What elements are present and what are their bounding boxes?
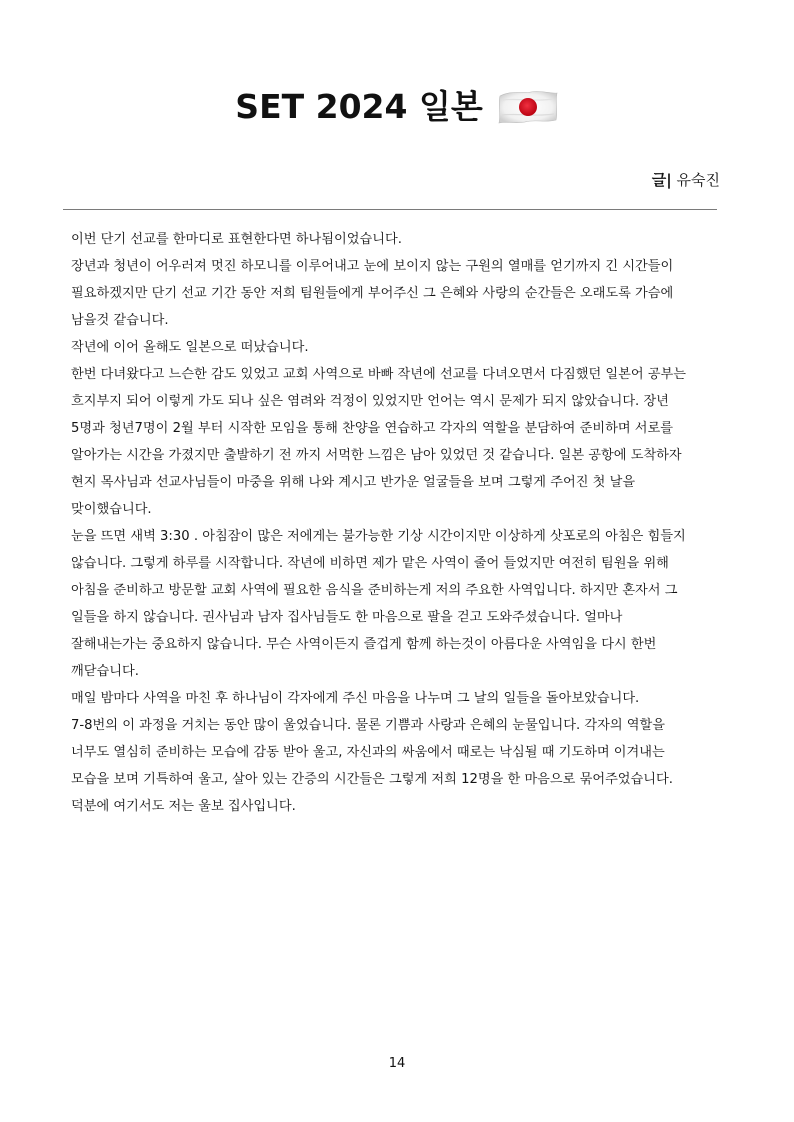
body-line: 필요하겠지만 단기 선교 기간 동안 저희 팀원들에게 부어주신 그 은혜와 사랑의 순간들은 오래도록 가슴에 bbox=[71, 286, 674, 301]
body-line: 알아가는 시간을 가졌지만 출발하기 전 까지 서먹한 느낌은 남아 있었던 것 같습니다. 일본 공항에 도착하자 bbox=[71, 448, 682, 463]
page-number: 14 bbox=[388, 1056, 406, 1071]
body-line: 아침을 준비하고 방문할 교회 사역에 필요한 음식을 준비하는게 저의 주요한 사역입니다. 하지만 혼자서 그 bbox=[71, 583, 678, 598]
body-line: 작년에 이어 올해도 일본으로 떠났습니다. bbox=[71, 340, 309, 355]
body-line: 현지 목사님과 선교사님들이 마중을 위해 나와 계시고 반가운 얼굴들을 보며 그렇게 주어진 첫 날을 bbox=[71, 475, 636, 490]
page-title: SET 2024 일본 bbox=[235, 87, 483, 126]
body-line: 5명과 청년7명이 2월 부터 시작한 모임을 통해 찬양을 연습하고 각자의 역할을 분담하여 준비하며 서로를 bbox=[71, 421, 673, 436]
body-line: 모습을 보며 기특하여 울고, 살아 있는 간증의 시간들은 그렇게 저희 12명을 한 마음으로 묶어주었습니다. bbox=[71, 772, 673, 787]
byline-label: 글| bbox=[651, 171, 672, 189]
article-body bbox=[71, 226, 731, 820]
title-row bbox=[0, 82, 794, 132]
body-line: 남을것 같습니다. bbox=[71, 313, 169, 328]
body-line: 흐지부지 되어 이렇게 가도 되나 싶은 염려와 걱정이 있었지만 언어는 역시 문제가 되지 않았습니다. 장년 bbox=[71, 394, 669, 409]
body-line: 맞이했습니다. bbox=[71, 502, 152, 517]
body-line: 덕분에 여기서도 저는 울보 집사입니다. bbox=[71, 799, 296, 814]
body-line: 일들을 하지 않습니다. 권사님과 남자 집사님들도 한 마음으로 팔을 걷고 도와주셨습니다. 얼마나 bbox=[71, 610, 623, 625]
body-line: 한번 다녀왔다고 느슨한 감도 있었고 교회 사역으로 바빠 작년에 선교를 다녀오면서 다짐했던 일본어 공부는 bbox=[71, 367, 687, 382]
byline bbox=[652, 170, 720, 190]
japan-flag-icon bbox=[497, 88, 559, 126]
body-line: 너무도 열심히 준비하는 모습에 감동 받아 울고, 자신과의 싸움에서 때로는 낙심될 때 기도하며 이겨내는 bbox=[71, 745, 665, 760]
body-line: 않습니다. 그렇게 하루를 시작합니다. 작년에 비하면 제가 맡은 사역이 줄어 들었지만 여전히 팀원을 위해 bbox=[71, 556, 669, 571]
body-line: 눈을 뜨면 새벽 3:30 . 아침잠이 많은 저에게는 불가능한 기상 시간이지만 이상하게 삿포로의 아침은 힘들지 bbox=[71, 529, 686, 544]
author-name: 유숙진 bbox=[676, 171, 720, 189]
body-line: 잘해내는가는 중요하지 않습니다. 무슨 사역이든지 즐겁게 함께 하는것이 아름다운 사역임을 다시 한번 bbox=[71, 637, 657, 652]
body-line: 7-8번의 이 과정을 거치는 동안 많이 울었습니다. 물론 기쁨과 사랑과 은혜의 눈물입니다. 각자의 역할을 bbox=[71, 718, 665, 733]
title-divider bbox=[63, 209, 717, 210]
body-line: 이번 단기 선교를 한마디로 표현한다면 하나됨이었습니다. bbox=[71, 232, 402, 247]
body-line: 매일 밤마다 사역을 마친 후 하나님이 각자에게 주신 마음을 나누며 그 날의 일들을 돌아보았습니다. bbox=[71, 691, 640, 706]
body-line: 깨닫습니다. bbox=[71, 664, 139, 679]
body-line: 장년과 청년이 어우러져 멋진 하모니를 이루어내고 눈에 보이지 않는 구원의 열매를 얻기까지 긴 시간들이 bbox=[71, 259, 674, 274]
